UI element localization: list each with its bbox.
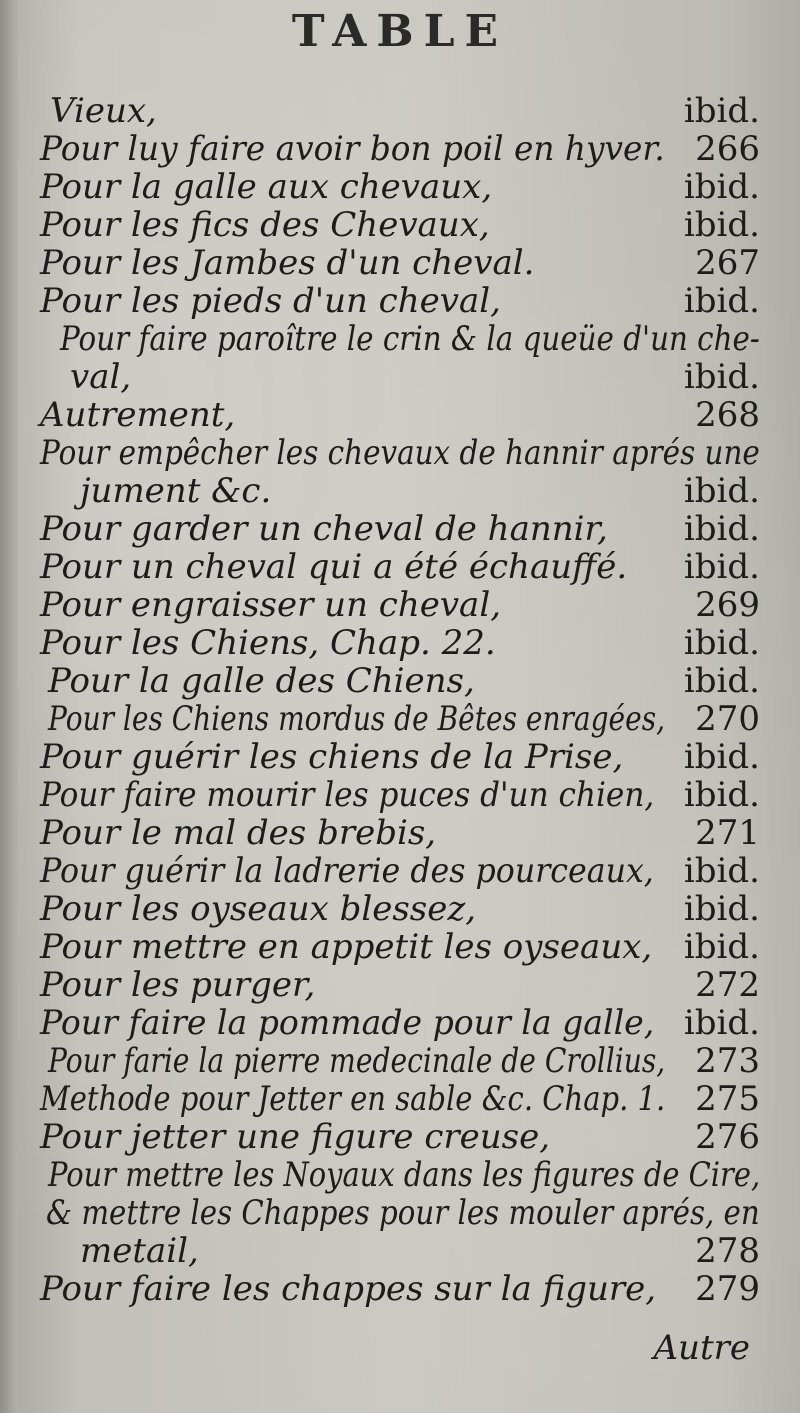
entry-text: Pour faire les chappes sur la figure, bbox=[40, 1269, 657, 1309]
entry-text: Pour guérir les chiens de la Prise, bbox=[40, 737, 624, 777]
entry-text: Pour les Chiens mordus de Bêtes enragées, bbox=[48, 699, 665, 739]
entry-text: jument &c. bbox=[80, 471, 272, 511]
entry-text: Pour empêcher les chevaux de hannir aprés une bbox=[40, 433, 760, 473]
entry-text: Pour les Jambes d'un cheval. bbox=[40, 243, 535, 283]
entry-text: Pour les fics des Chevaux, bbox=[40, 205, 490, 245]
entry-page: ibid. bbox=[683, 661, 760, 701]
entry-page: ibid. bbox=[683, 205, 760, 245]
entry-page: ibid. bbox=[683, 851, 760, 891]
entry-text: metail, bbox=[80, 1231, 199, 1271]
entry-page: ibid. bbox=[683, 91, 760, 131]
entry-page: 266 bbox=[695, 129, 760, 169]
entry-text: Autrement, bbox=[40, 395, 236, 435]
entry-text: & mettre les Chappes pour les mouler aprés, en bbox=[46, 1193, 760, 1233]
entry-text: Pour la galle des Chiens, bbox=[48, 661, 475, 701]
entry-page: ibid. bbox=[683, 927, 760, 967]
entry-page: 268 bbox=[695, 395, 760, 435]
entry-text: Vieux, bbox=[50, 91, 157, 131]
entry-page: 273 bbox=[695, 1041, 760, 1081]
entry-text: Pour engraisser un cheval, bbox=[40, 585, 502, 625]
entry-text: Pour mettre les Noyaux dans les figures de Cire, bbox=[48, 1155, 761, 1195]
entry-page: ibid. bbox=[683, 889, 760, 929]
entry-text: Pour guérir la ladrerie des pourceaux, bbox=[40, 851, 654, 891]
entry-page: 272 bbox=[695, 965, 760, 1005]
entry-text: Pour faire paroître le crin & la queüe d'un che- bbox=[60, 319, 760, 359]
entry-text: Pour faire mourir les puces d'un chien, bbox=[40, 775, 655, 815]
entry-text: Pour mettre en appetit les oyseaux, bbox=[40, 927, 653, 967]
entry-text: Pour luy faire avoir bon poil en hyver. bbox=[40, 129, 665, 169]
entry-page: ibid. bbox=[683, 471, 760, 511]
entry-page: 275 bbox=[695, 1079, 760, 1119]
entry-text: Pour garder un cheval de hannir, bbox=[40, 509, 608, 549]
entry-page: ibid. bbox=[683, 737, 760, 777]
entry-text: Pour les pieds d'un cheval, bbox=[40, 281, 501, 321]
entry-text: Methode pour Jetter en sable &c. Chap. 1. bbox=[40, 1079, 666, 1119]
entry-page: 271 bbox=[695, 813, 760, 853]
entry-page: 278 bbox=[695, 1231, 760, 1271]
entry-text: Pour farie la pierre medecinale de Crollius, bbox=[48, 1041, 666, 1081]
entry-text: val, bbox=[70, 357, 132, 397]
entry-page: ibid. bbox=[683, 167, 760, 207]
entry-text: Pour faire la pommade pour la galle, bbox=[40, 1003, 655, 1043]
entry-page: 267 bbox=[695, 243, 760, 283]
entry-page: 269 bbox=[695, 585, 760, 625]
page-header: TABLE bbox=[291, 6, 509, 57]
entry-page: ibid. bbox=[683, 1003, 760, 1043]
entry-text: Pour les Chiens, Chap. 22. bbox=[40, 623, 496, 663]
entry-text: Pour le mal des brebis, bbox=[40, 813, 437, 853]
entry-page: 279 bbox=[695, 1269, 760, 1309]
table-entry bbox=[0, 1266, 800, 1312]
catchword: Autre bbox=[653, 1328, 750, 1368]
entry-page: ibid. bbox=[683, 775, 760, 815]
entry-page: ibid. bbox=[683, 357, 760, 397]
entry-page: ibid. bbox=[683, 623, 760, 663]
entry-page: ibid. bbox=[683, 509, 760, 549]
entry-page: ibid. bbox=[683, 281, 760, 321]
entry-text: Pour la galle aux chevaux, bbox=[40, 167, 493, 207]
entry-page: 276 bbox=[695, 1117, 760, 1157]
entry-page: 270 bbox=[695, 699, 760, 739]
entry-text: Pour les purger, bbox=[40, 965, 316, 1005]
entry-text: Pour jetter une figure creuse, bbox=[40, 1117, 551, 1157]
entry-text: Pour les oyseaux blessez, bbox=[40, 889, 477, 929]
entry-text: Pour un cheval qui a été échauffé. bbox=[40, 547, 628, 587]
entry-page: ibid. bbox=[683, 547, 760, 587]
